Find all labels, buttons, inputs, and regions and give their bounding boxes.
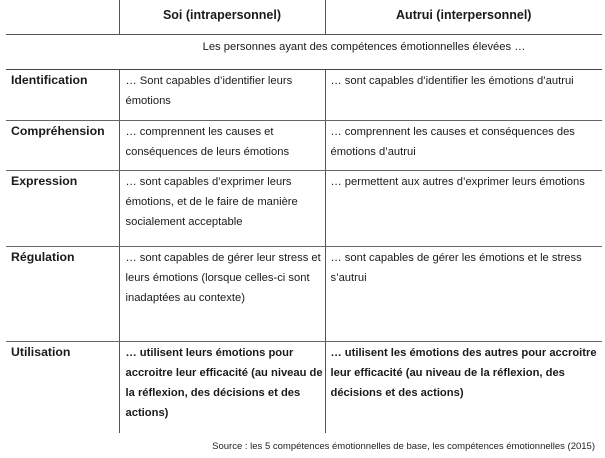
table-row xyxy=(6,69,602,120)
table-header-row xyxy=(6,0,602,34)
autrui-cell: … sont capables de gérer les émotions et le stress s’autrui xyxy=(325,246,602,341)
soi-cell: … Sont capables d’identifier leurs émotions xyxy=(119,69,325,120)
table-row xyxy=(6,120,602,170)
header-empty-cell xyxy=(6,0,119,34)
emotional-competences-table xyxy=(6,0,602,433)
table-row xyxy=(6,246,602,341)
autrui-cell: … comprennent les causes et conséquences des émotions d’autrui xyxy=(325,120,602,170)
row-label: Régulation xyxy=(6,246,119,341)
intro-row xyxy=(6,34,602,69)
table-row xyxy=(6,341,602,433)
header-soi: Soi (intrapersonnel) xyxy=(119,0,325,34)
soi-cell: … utilisent leurs émotions pour accroitre leur efficacité (au niveau de la réflexion, des décisions et des actions) xyxy=(119,341,325,433)
header-autrui: Autrui (interpersonnel) xyxy=(325,0,602,34)
soi-cell: … comprennent les causes et conséquences de leurs émotions xyxy=(119,120,325,170)
row-label: Expression xyxy=(6,170,119,246)
autrui-cell: … utilisent les émotions des autres pour accroitre leur efficacité (au niveau de la réflexion, des décisions et des actions) xyxy=(325,341,602,433)
row-label: Compréhension xyxy=(6,120,119,170)
source-caption: Source : les 5 compétences émotionnelles de base, les compétences émotionnelles (2015) xyxy=(212,441,595,452)
soi-cell: … sont capables d’exprimer leurs émotions, et de le faire de manière socialement acceptable xyxy=(119,170,325,246)
row-label: Utilisation xyxy=(11,344,71,359)
row-label: Identification xyxy=(6,69,119,120)
intro-text: Les personnes ayant des compétences émotionnelles élevées … xyxy=(6,34,602,69)
autrui-cell: … sont capables d’identifier les émotions d’autrui xyxy=(325,69,602,120)
soi-cell: … sont capables de gérer leur stress et leurs émotions (lorsque celles-ci sont inadaptées au contexte) xyxy=(119,246,325,341)
table-row xyxy=(6,170,602,246)
autrui-cell: … permettent aux autres d’exprimer leurs émotions xyxy=(325,170,602,246)
